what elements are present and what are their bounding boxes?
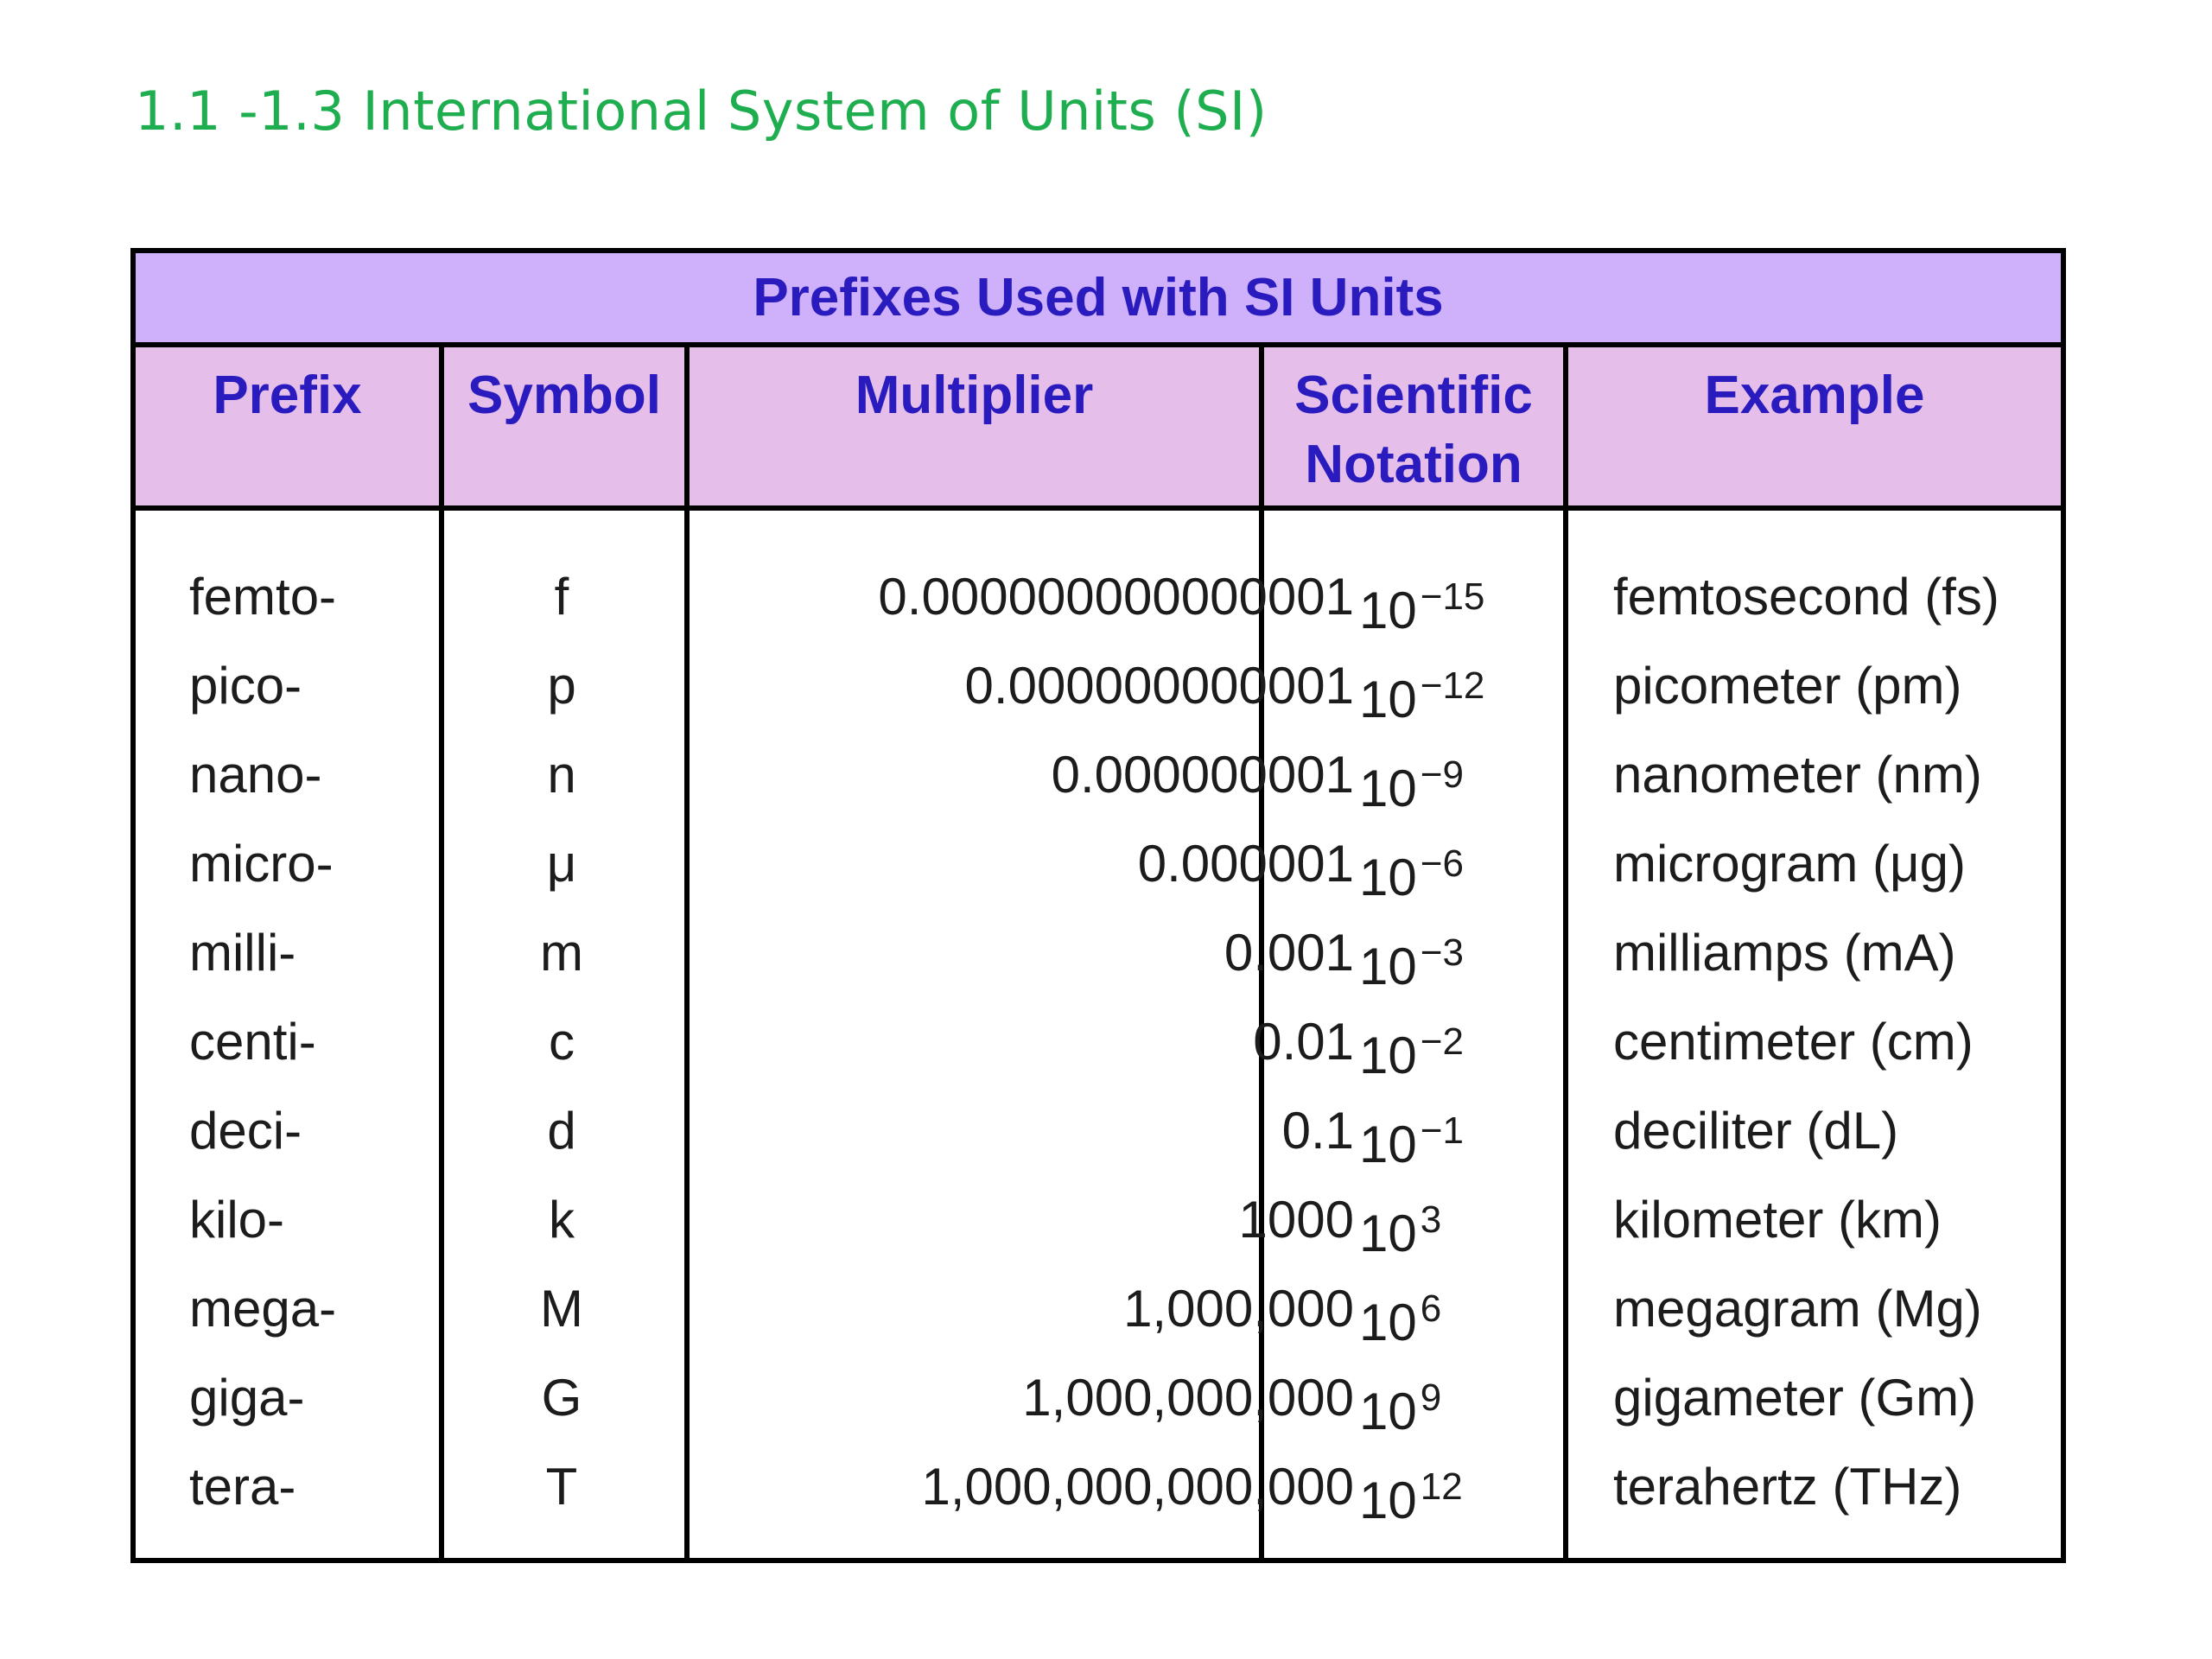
sci-base: 10	[1359, 1116, 1417, 1173]
cell-scientific-notation	[1359, 997, 1464, 1087]
cell-multiplier: 1,000,000,000	[1022, 1369, 1354, 1427]
table-row	[136, 1086, 2061, 1176]
cell-multiplier: 1000	[1238, 1191, 1354, 1249]
table-caption-bar	[136, 253, 2061, 347]
table-caption: Prefixes Used with SI Units	[753, 268, 1444, 327]
table-row	[136, 1353, 2061, 1443]
sci-base: 10	[1359, 1471, 1417, 1529]
sci-exponent: 3	[1420, 1198, 1442, 1241]
cell-scientific-notation	[1359, 552, 1484, 642]
sci-base: 10	[1359, 1205, 1417, 1262]
header-scientific-notation	[1264, 347, 1563, 505]
sci-base: 10	[1359, 938, 1417, 995]
cell-multiplier: 0.000001	[1137, 835, 1354, 893]
sci-exponent: −9	[1420, 753, 1464, 796]
sci-base: 10	[1359, 1027, 1417, 1084]
cell-example: femtosecond (fs)	[1613, 568, 1999, 626]
sci-exponent: −1	[1420, 1109, 1464, 1152]
table-row	[136, 819, 2061, 909]
cell-example: picometer (pm)	[1613, 657, 1962, 715]
table-row	[136, 1442, 2061, 1532]
cell-scientific-notation	[1359, 641, 1484, 731]
sci-base: 10	[1359, 1294, 1417, 1351]
cell-scientific-notation	[1359, 1353, 1441, 1443]
cell-example: milliamps (mA)	[1613, 924, 1956, 982]
cell-symbol: μ	[546, 835, 577, 893]
cell-scientific-notation	[1359, 1086, 1464, 1176]
cell-symbol: n	[547, 746, 576, 804]
table-row	[136, 641, 2061, 731]
cell-scientific-notation	[1359, 1442, 1463, 1532]
sci-base: 10	[1359, 1382, 1417, 1440]
slide-title: 1.1 -1.3 International System of Units (SI)	[135, 79, 1268, 143]
cell-example: nanometer (nm)	[1613, 746, 1982, 804]
cell-prefix: kilo-	[189, 1191, 285, 1249]
cell-scientific-notation	[1359, 819, 1464, 909]
header-example: Example	[1704, 365, 1925, 425]
cell-scientific-notation	[1359, 730, 1464, 820]
sci-exponent: 6	[1420, 1287, 1442, 1330]
header-symbol: Symbol	[467, 365, 661, 425]
cell-example: megagram (Mg)	[1613, 1280, 1982, 1338]
table-row	[136, 1175, 2061, 1265]
cell-prefix: femto-	[189, 568, 337, 626]
cell-scientific-notation	[1359, 1175, 1441, 1265]
header-prefix: Prefix	[213, 365, 362, 425]
cell-symbol: p	[547, 657, 576, 715]
sci-base: 10	[1359, 671, 1417, 728]
cell-symbol: T	[545, 1458, 578, 1516]
cell-symbol: M	[540, 1280, 583, 1338]
header-scientific-line2: Notation	[1305, 435, 1522, 494]
sci-exponent: −2	[1420, 1020, 1464, 1063]
cell-prefix: pico-	[189, 657, 302, 715]
cell-prefix: tera-	[189, 1458, 296, 1516]
header-scientific-line1: Scientific	[1294, 365, 1533, 425]
cell-symbol: c	[549, 1013, 575, 1071]
cell-multiplier: 0.01	[1253, 1013, 1354, 1071]
cell-prefix: deci-	[189, 1102, 302, 1160]
cell-multiplier: 0.000000001	[1051, 746, 1354, 804]
cell-example: centimeter (cm)	[1613, 1013, 1974, 1071]
table-header-row	[136, 347, 2061, 511]
cell-multiplier: 1,000,000,000,000	[921, 1458, 1354, 1516]
sci-base: 10	[1359, 582, 1417, 639]
table-row	[136, 552, 2061, 642]
cell-multiplier: 1,000,000	[1123, 1280, 1354, 1338]
table-row	[136, 908, 2061, 998]
cell-symbol: k	[549, 1191, 575, 1249]
sci-exponent: −15	[1420, 575, 1485, 618]
cell-example: terahertz (THz)	[1613, 1458, 1962, 1516]
sci-exponent: 9	[1420, 1376, 1442, 1419]
table-row	[136, 997, 2061, 1087]
cell-prefix: micro-	[189, 835, 334, 893]
sci-exponent: −3	[1420, 931, 1464, 974]
cell-prefix: milli-	[189, 924, 296, 982]
cell-symbol: d	[547, 1102, 576, 1160]
cell-example: deciliter (dL)	[1613, 1102, 1899, 1160]
cell-symbol: f	[554, 568, 569, 626]
cell-prefix: mega-	[189, 1280, 337, 1338]
cell-scientific-notation	[1359, 1264, 1441, 1354]
cell-prefix: giga-	[189, 1369, 305, 1427]
cell-multiplier: 0.000000000000001	[878, 568, 1354, 626]
cell-example: gigameter (Gm)	[1613, 1369, 1977, 1427]
sci-exponent: 12	[1420, 1465, 1463, 1508]
cell-multiplier: 0.000000000001	[964, 657, 1354, 715]
sci-base: 10	[1359, 760, 1417, 817]
cell-multiplier: 0.001	[1224, 924, 1354, 982]
sci-exponent: −12	[1420, 664, 1485, 707]
cell-symbol: G	[541, 1369, 582, 1427]
cell-scientific-notation	[1359, 908, 1464, 998]
sci-exponent: −6	[1420, 842, 1464, 885]
cell-prefix: nano-	[189, 746, 322, 804]
cell-example: microgram (μg)	[1613, 835, 1966, 893]
cell-prefix: centi-	[189, 1013, 316, 1071]
cell-symbol: m	[540, 924, 583, 982]
table-row	[136, 1264, 2061, 1354]
cell-multiplier: 0.1	[1281, 1102, 1354, 1160]
table-row	[136, 730, 2061, 820]
si-prefixes-table	[130, 248, 2066, 1563]
sci-base: 10	[1359, 849, 1417, 906]
header-multiplier: Multiplier	[855, 365, 1094, 425]
cell-example: kilometer (km)	[1613, 1191, 1942, 1249]
